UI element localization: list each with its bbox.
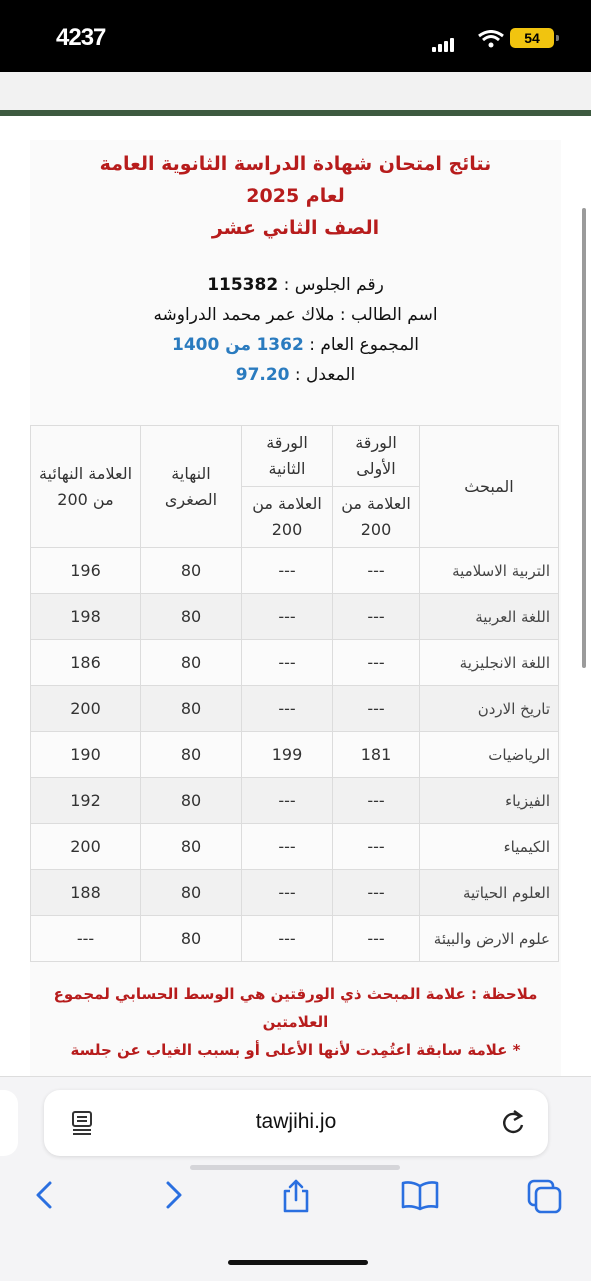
table-row <box>31 548 559 594</box>
subject-cell: تاريخ الاردن <box>420 686 559 732</box>
paper1-cell: --- <box>333 916 420 962</box>
seat-value: 115382 <box>207 275 279 295</box>
table-row <box>31 916 559 962</box>
table-row <box>31 870 559 916</box>
paper2-cell: --- <box>242 916 333 962</box>
tabs-icon[interactable] <box>526 1178 564 1218</box>
min-score-cell: 80 <box>141 594 242 640</box>
header-paper1: الورقة الأولى <box>333 426 420 487</box>
average-value: 97.20 <box>235 365 290 385</box>
previous-tab-preview[interactable] <box>0 1090 18 1156</box>
table-row <box>31 640 559 686</box>
header-min-score: النهاية الصغرى <box>141 426 242 548</box>
battery-icon: 54 <box>510 28 554 48</box>
paper1-cell: 181 <box>333 732 420 778</box>
average-row <box>30 360 561 390</box>
scrollbar[interactable] <box>582 208 586 668</box>
signal-icon <box>432 33 456 52</box>
notes <box>30 980 561 1064</box>
bookmarks-icon[interactable] <box>400 1178 440 1216</box>
results-table <box>30 425 559 962</box>
back-icon[interactable] <box>30 1178 60 1216</box>
min-score-cell: 80 <box>141 824 242 870</box>
header-paper1-sub: العلامة من 200 <box>333 487 420 548</box>
forward-icon[interactable] <box>158 1178 188 1216</box>
header-divider <box>0 110 591 116</box>
wifi-icon <box>478 30 504 52</box>
min-score-cell: 80 <box>141 732 242 778</box>
header-subject: المبحث <box>420 426 559 548</box>
final-score-cell: --- <box>31 916 141 962</box>
table-row <box>31 594 559 640</box>
min-score-cell: 80 <box>141 686 242 732</box>
status-bar <box>0 0 591 72</box>
table-row <box>31 824 559 870</box>
final-score-cell: 198 <box>31 594 141 640</box>
table-row <box>31 686 559 732</box>
reload-icon[interactable] <box>500 1108 526 1140</box>
paper1-cell: --- <box>333 548 420 594</box>
paper1-cell: --- <box>333 824 420 870</box>
paper2-cell: --- <box>242 548 333 594</box>
subject-cell: علوم الارض والبيئة <box>420 916 559 962</box>
min-score-cell: 80 <box>141 870 242 916</box>
total-label: المجموع العام : <box>309 335 420 355</box>
header-paper2: الورقة الثانية <box>242 426 333 487</box>
title-line-1: نتائج امتحان شهادة الدراسة الثانوية العامة <box>99 153 492 175</box>
results-card <box>30 140 561 1080</box>
header-paper2-sub: العلامة من 200 <box>242 487 333 548</box>
status-time: 4237 <box>56 24 106 51</box>
paper1-cell: --- <box>333 870 420 916</box>
table-row <box>31 778 559 824</box>
title-line-3: الصف الثاني عشر <box>211 217 380 239</box>
results-title <box>30 148 561 244</box>
url-text[interactable]: tawjihi.jo <box>255 1110 337 1133</box>
total-of: من 1400 <box>171 335 252 355</box>
paper2-cell: --- <box>242 640 333 686</box>
min-score-cell: 80 <box>141 916 242 962</box>
final-score-cell: 200 <box>31 824 141 870</box>
total-row <box>30 330 561 360</box>
paper1-cell: --- <box>333 640 420 686</box>
min-score-cell: 80 <box>141 640 242 686</box>
subject-cell: العلوم الحياتية <box>420 870 559 916</box>
final-score-cell: 196 <box>31 548 141 594</box>
table-row <box>31 732 559 778</box>
final-score-cell: 190 <box>31 732 141 778</box>
header-final-score: العلامة النهائية من 200 <box>31 426 141 548</box>
note-line-2: * علامة سابقة اعتُمِدت لأنها الأعلى أو بسبب الغياب عن جلسة <box>70 1041 521 1059</box>
address-bar[interactable] <box>44 1090 548 1156</box>
paper2-cell: --- <box>242 824 333 870</box>
student-info <box>30 270 561 390</box>
title-line-2: لعام 2025 <box>246 185 345 207</box>
name-label: اسم الطالب : <box>339 305 438 325</box>
final-score-cell: 188 <box>31 870 141 916</box>
seat-number-row <box>30 270 561 300</box>
average-label: المعدل : <box>294 365 356 385</box>
seat-label: رقم الجلوس : <box>283 275 384 295</box>
subject-cell: الكيمياء <box>420 824 559 870</box>
subject-cell: الفيزياء <box>420 778 559 824</box>
paper2-cell: --- <box>242 594 333 640</box>
paper1-cell: --- <box>333 778 420 824</box>
final-score-cell: 200 <box>31 686 141 732</box>
min-score-cell: 80 <box>141 778 242 824</box>
subject-cell: اللغة العربية <box>420 594 559 640</box>
share-icon[interactable] <box>280 1178 312 1218</box>
student-name-row <box>30 300 561 330</box>
toolbar-handle <box>190 1165 400 1170</box>
total-value: 1362 <box>256 335 304 355</box>
paper1-cell: --- <box>333 686 420 732</box>
home-indicator <box>228 1260 368 1265</box>
paper2-cell: --- <box>242 778 333 824</box>
min-score-cell: 80 <box>141 548 242 594</box>
name-value: ملاك عمر محمد الدراوشه <box>153 305 335 325</box>
paper2-cell: --- <box>242 686 333 732</box>
paper1-cell: --- <box>333 594 420 640</box>
subject-cell: اللغة الانجليزية <box>420 640 559 686</box>
page-top-strip <box>0 72 591 110</box>
subject-cell: الرياضيات <box>420 732 559 778</box>
note-line-1: ملاحظة : علامة المبحث ذي الورقتين هي الوسط الحسابي لمجموع العلامتين <box>53 985 538 1031</box>
final-score-cell: 192 <box>31 778 141 824</box>
final-score-cell: 186 <box>31 640 141 686</box>
paper2-cell: --- <box>242 870 333 916</box>
subject-cell: التربية الاسلامية <box>420 548 559 594</box>
paper2-cell: 199 <box>242 732 333 778</box>
